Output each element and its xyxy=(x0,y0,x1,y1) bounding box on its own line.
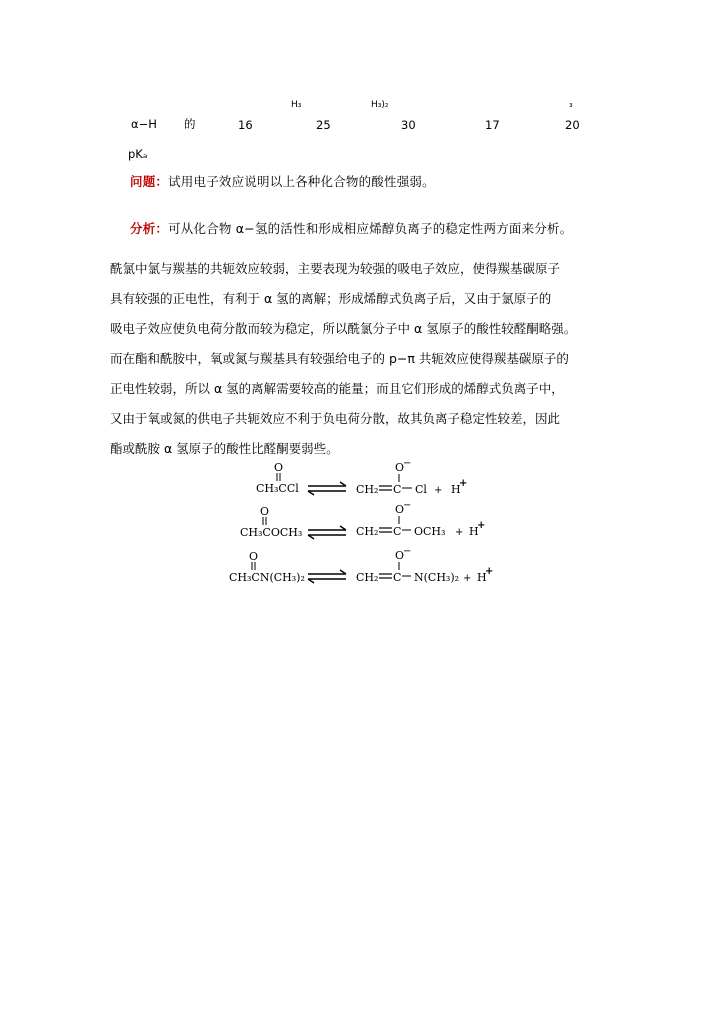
reaction-3-carbon: C xyxy=(393,571,402,584)
reaction-1-carbon: C xyxy=(393,483,402,496)
reaction-1-oxide: O xyxy=(395,461,405,474)
table-top-label-1: H₃ xyxy=(291,100,302,110)
reaction-1-left: CH₃CCl xyxy=(256,482,299,495)
reaction-2-proton: H xyxy=(469,525,479,538)
paragraph-line-4: 而在酯和酰胺中，氧或氮与羰基具有较强给电子的 p−π 共轭效应使得羰基碳原子的 xyxy=(110,351,569,366)
table-value-3: 30 xyxy=(401,118,416,132)
reaction-2-proton-charge: + xyxy=(477,520,486,531)
question-text: 试用电子效应说明以上各种化合物的酸性强弱。 xyxy=(168,174,435,189)
question-label: 问题： xyxy=(130,174,169,189)
table-value-5: 20 xyxy=(565,118,580,132)
reaction-2-oxide-charge: − xyxy=(403,500,412,511)
reaction-2-right-group: OCH₃ xyxy=(414,525,446,538)
reaction-1-proton-charge: + xyxy=(459,478,468,489)
paragraph-line-2: 具有较强的正电性，有利于 α 氢的离解；形成烯醇式负离子后，又由于氯原子的 xyxy=(110,291,552,306)
reaction-2 xyxy=(240,500,485,539)
reaction-2-left-oxygen: O xyxy=(260,505,270,518)
paragraph-line-3: 吸电子效应使负电荷分散而较为稳定，所以酰氯分子中 α 氢原子的酸性较醛酮略强。 xyxy=(110,321,577,336)
reaction-2-plus: + xyxy=(455,527,464,538)
paragraph-line-7: 酯或酰胺 α 氢原子的酸性比醛酮要弱些。 xyxy=(110,441,339,456)
table-top-label-3: ₃ xyxy=(569,100,573,110)
analysis-text: 可从化合物 α−氢的活性和形成相应烯醇负离子的稳定性两方面来分析。 xyxy=(168,221,573,236)
reaction-1-right-group: Cl xyxy=(415,483,427,496)
paragraph-line-5: 正电性较弱，所以 α 氢的离解需要较高的能量；而且它们形成的烯醇式负离子中， xyxy=(110,381,564,396)
reaction-1 xyxy=(256,458,467,496)
reaction-3-right-group: N(CH₃)₂ xyxy=(414,571,460,584)
reaction-3 xyxy=(229,546,493,584)
table-value-4: 17 xyxy=(485,118,500,132)
pka-label: pKₐ xyxy=(128,147,148,161)
table-row-label: α−H xyxy=(131,117,157,131)
reaction-3-left-oxygen: O xyxy=(249,550,259,563)
analysis-label: 分析： xyxy=(130,221,169,236)
table-value-1: 16 xyxy=(238,118,253,132)
reaction-1-right-prefix: CH₂ xyxy=(356,483,379,496)
paragraph-line-1: 酰氯中氯与羰基的共轭效应较弱，主要表现为较强的吸电子效应，使得羰基碳原子 xyxy=(110,261,561,276)
table-top-label-2: H₃)₂ xyxy=(371,100,389,110)
table-value-2: 25 xyxy=(316,118,331,132)
reaction-3-oxide: O xyxy=(395,549,405,562)
reaction-2-oxide: O xyxy=(395,503,405,516)
reaction-1-oxide-charge: − xyxy=(403,458,412,469)
reaction-1-proton: H xyxy=(451,483,461,496)
table-row-de: 的 xyxy=(184,117,196,131)
reaction-3-proton: H xyxy=(477,571,487,584)
reaction-1-plus: + xyxy=(434,485,443,496)
reaction-2-left: CH₃COCH₃ xyxy=(240,526,303,539)
reaction-2-carbon: C xyxy=(393,525,402,538)
reaction-1-left-oxygen: O xyxy=(274,461,284,474)
paragraph-line-6: 又由于氧或氮的供电子共轭效应不利于负电荷分散，故其负离子稳定性较差，因此 xyxy=(110,411,561,426)
reaction-3-left: CH₃CN(CH₃)₂ xyxy=(229,571,305,584)
reaction-2-right-prefix: CH₂ xyxy=(356,525,379,538)
reaction-3-plus: + xyxy=(463,573,472,584)
reaction-3-oxide-charge: − xyxy=(403,546,412,557)
reaction-3-right-prefix: CH₂ xyxy=(356,571,379,584)
reaction-3-proton-charge: + xyxy=(485,566,494,577)
